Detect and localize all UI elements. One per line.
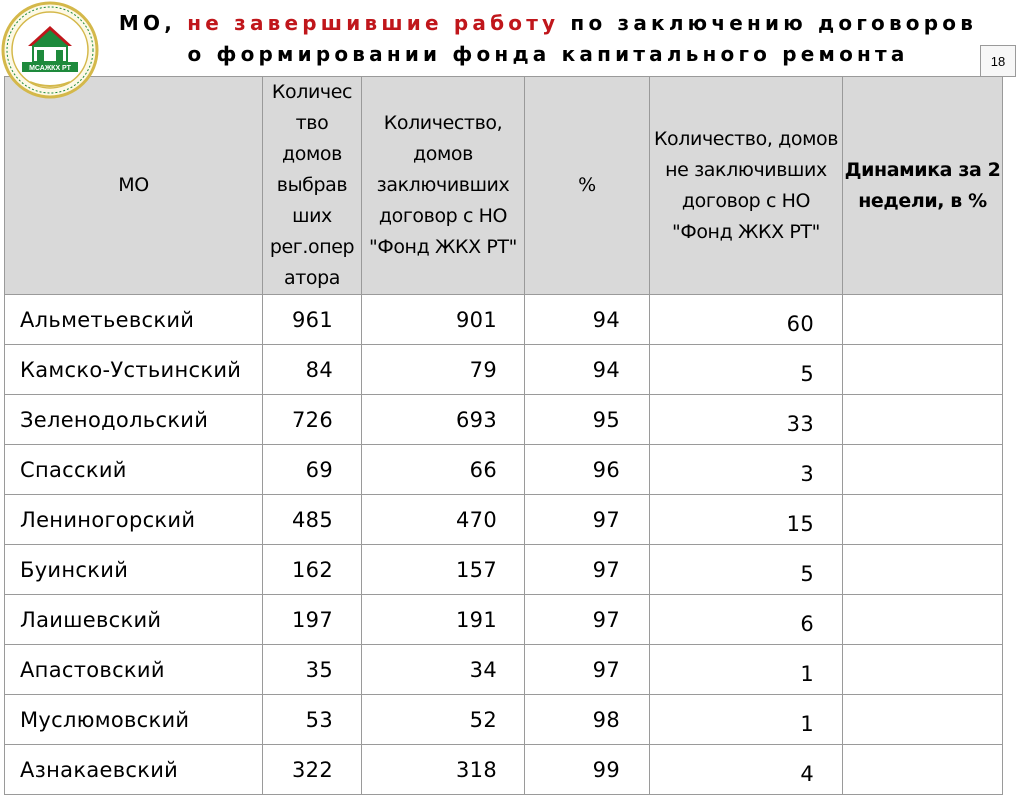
logo-emblem — [0, 0, 100, 100]
cell-signed: 52 — [362, 695, 525, 745]
cell-mo-name: Буинский — [5, 545, 263, 595]
cell-dynamics — [843, 595, 1003, 645]
table-row — [5, 695, 1003, 745]
cell-signed: 318 — [362, 745, 525, 795]
cell-mo-name: Камско-Устьинский — [5, 345, 263, 395]
cell-not-signed: 4 — [650, 745, 843, 795]
table-row — [5, 345, 1003, 395]
cell-chose-operator: 53 — [263, 695, 362, 745]
cell-chose-operator: 961 — [263, 295, 362, 345]
header-not-signed: Количество, домов не заключивших договор с НО "Фонд ЖКХ РТ" — [650, 77, 843, 295]
cell-mo-name: Спасский — [5, 445, 263, 495]
table-row — [5, 595, 1003, 645]
cell-not-signed: 1 — [650, 645, 843, 695]
cell-signed: 79 — [362, 345, 525, 395]
cell-percent: 97 — [525, 545, 650, 595]
cell-chose-operator: 69 — [263, 445, 362, 495]
cell-dynamics — [843, 445, 1003, 495]
cell-percent: 99 — [525, 745, 650, 795]
title-part-3: по заключению договоров о формировании фонда капитального ремонта — [187, 11, 978, 66]
header-signed: Количество, домов заключивших договор с НО "Фонд ЖКХ РТ" — [362, 77, 525, 295]
cell-dynamics — [843, 695, 1003, 745]
cell-percent: 97 — [525, 495, 650, 545]
cell-percent: 97 — [525, 645, 650, 695]
cell-signed: 157 — [362, 545, 525, 595]
cell-chose-operator: 35 — [263, 645, 362, 695]
cell-mo-name: Зеленодольский — [5, 395, 263, 445]
table-row — [5, 395, 1003, 445]
cell-mo-name: Муслюмовский — [5, 695, 263, 745]
header-chose-operator: Количес тво домов выбрав ших рег.опер атора — [263, 77, 362, 295]
cell-percent: 94 — [525, 345, 650, 395]
cell-not-signed: 6 — [650, 595, 843, 645]
title-part-1: МО, — [118, 11, 177, 35]
cell-percent: 95 — [525, 395, 650, 445]
cell-mo-name: Альметьевский — [5, 295, 263, 345]
table-body — [5, 295, 1003, 795]
cell-signed: 191 — [362, 595, 525, 645]
cell-mo-name: Азнакаевский — [5, 745, 263, 795]
cell-dynamics — [843, 395, 1003, 445]
table-row — [5, 545, 1003, 595]
cell-chose-operator: 485 — [263, 495, 362, 545]
cell-not-signed: 3 — [650, 445, 843, 495]
cell-chose-operator: 84 — [263, 345, 362, 395]
table-header-row — [5, 77, 1003, 295]
cell-chose-operator: 726 — [263, 395, 362, 445]
cell-not-signed: 5 — [650, 545, 843, 595]
cell-not-signed: 15 — [650, 495, 843, 545]
logo-text: МСАЖКХ РТ — [29, 65, 71, 72]
cell-dynamics — [843, 345, 1003, 395]
cell-chose-operator: 197 — [263, 595, 362, 645]
cell-chose-operator: 322 — [263, 745, 362, 795]
cell-dynamics — [843, 545, 1003, 595]
header-percent: % — [525, 77, 650, 295]
cell-signed: 470 — [362, 495, 525, 545]
table-row — [5, 745, 1003, 795]
cell-percent: 97 — [525, 595, 650, 645]
cell-mo-name: Лаишевский — [5, 595, 263, 645]
cell-dynamics — [843, 645, 1003, 695]
cell-not-signed: 1 — [650, 695, 843, 745]
page-title — [108, 8, 988, 70]
cell-mo-name: Апастовский — [5, 645, 263, 695]
cell-not-signed: 33 — [650, 395, 843, 445]
cell-mo-name: Лениногорский — [5, 495, 263, 545]
cell-percent: 98 — [525, 695, 650, 745]
cell-not-signed: 5 — [650, 345, 843, 395]
title-part-2-highlight: не завершившие работу — [187, 11, 560, 35]
cell-not-signed: 60 — [650, 295, 843, 345]
cell-percent: 96 — [525, 445, 650, 495]
table-row — [5, 295, 1003, 345]
cell-percent: 94 — [525, 295, 650, 345]
slide-number: 18 — [980, 45, 1016, 77]
cell-dynamics — [843, 295, 1003, 345]
table-row — [5, 445, 1003, 495]
data-table — [4, 76, 1003, 795]
cell-signed: 66 — [362, 445, 525, 495]
cell-signed: 34 — [362, 645, 525, 695]
table-row — [5, 645, 1003, 695]
cell-signed: 901 — [362, 295, 525, 345]
cell-dynamics — [843, 745, 1003, 795]
cell-dynamics — [843, 495, 1003, 545]
table-row — [5, 495, 1003, 545]
cell-signed: 693 — [362, 395, 525, 445]
header-dynamics: Динамика за 2 недели, в % — [843, 77, 1003, 295]
header-mo: МО — [5, 77, 263, 295]
cell-chose-operator: 162 — [263, 545, 362, 595]
